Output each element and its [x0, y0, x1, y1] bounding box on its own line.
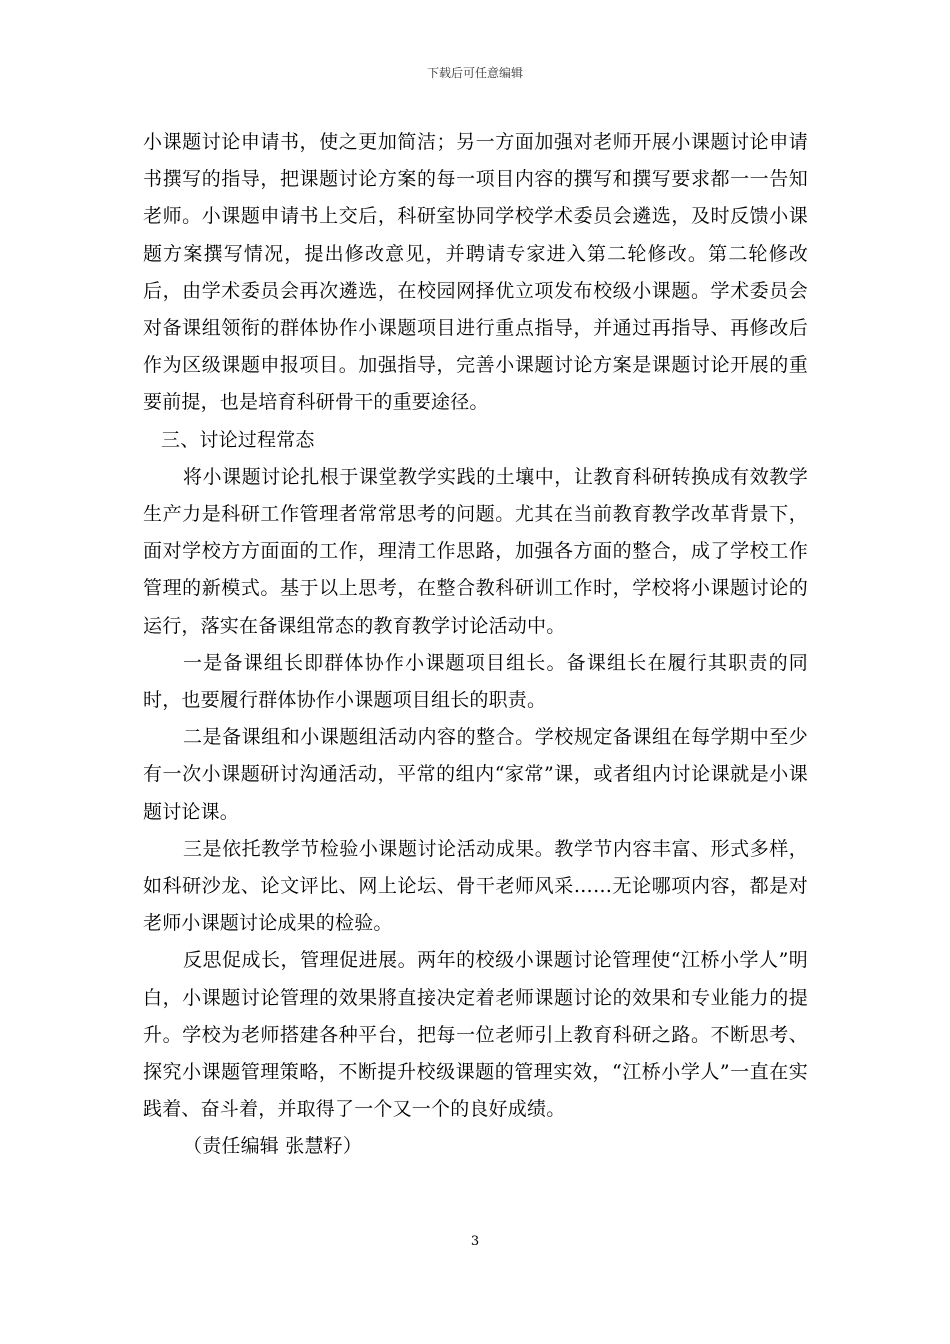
paragraph-reflection: 反思促成长，管理促进展。两年的校级小课题讨论管理使“江桥小学人”明白，小课题讨论管理的效果將直接决定着老师课题讨论的效果和专业能力的提升。学校为老师搭建各种平台，把每一位老师引上教育科研之路。不断思考、探究小课题管理策略，不断提升校级课题的管理实效，“江桥小学人”一直在实践着、奋斗着，并取得了一个又一个的良好成绩。	[143, 949, 808, 1121]
page-header: 下载后可任意编辑	[426, 66, 523, 80]
section-heading-process: 三、讨论过程常态	[161, 428, 315, 451]
paragraph-point-one: 一是备课组长即群体协作小课题项目组长。备课组长在履行其职责的同时，也要履行群体协作小课题项目组长的职责。	[143, 651, 808, 712]
document-body	[143, 124, 808, 1166]
page-number: 3	[470, 1234, 480, 1249]
paragraph-application-guidance: 小课题讨论申请书，使之更加简洁；另一方面加强对老师开展小课题讨论申请书撰写的指导，把课题讨论方案的每一项目内容的撰写和撰写要求都一一告知老师。小课题申请书上交后，科研室协同学校学术委员会遴选，及时反馈小课题方案撰写情况，提出修改意见，并聘请专家进入第二轮修改。第二轮修改后，由学术委员会再次遴选，在校园网择优立项发布校级小课题。学术委员会对备课组领衔的群体协作小课题项目进行重点指导，并通过再指导、再修改后作为区级课题申报项目。加强指导，完善小课题讨论方案是课题讨论开展的重要前提，也是培育科研骨干的重要途径。	[143, 131, 808, 414]
editor-credit: （责任编辑 张慧籽）	[183, 1135, 363, 1158]
paragraph-point-two: 二是备课组和小课题组活动内容的整合。学校规定备课组在每学期中至少有一次小课题研讨沟通活动，平常的组内“家常”课，或者组内讨论课就是小课题讨论课。	[143, 726, 808, 823]
paragraph-point-three: 三是依托教学节检验小课题讨论活动成果。教学节内容丰富、形式多样，如科研沙龙、论文评比、网上论坛、骨干老师风采……无论哪项内容，都是对老师小课题讨论成果的检验。	[143, 837, 808, 935]
paragraph-classroom-practice: 将小课题讨论扎根于课堂教学实践的土壤中，让教育科研转换成有效教学生产力是科研工作管理者常常思考的问题。尤其在当前教育教学改革背景下，面对学校方方面面的工作，理清工作思路，加强各方面的整合，成了学校工作管理的新模式。基于以上思考，在整合教科研训工作时，学校将小课题讨论的运行，落实在备课组常态的教育教学讨论活动中。	[143, 465, 808, 637]
